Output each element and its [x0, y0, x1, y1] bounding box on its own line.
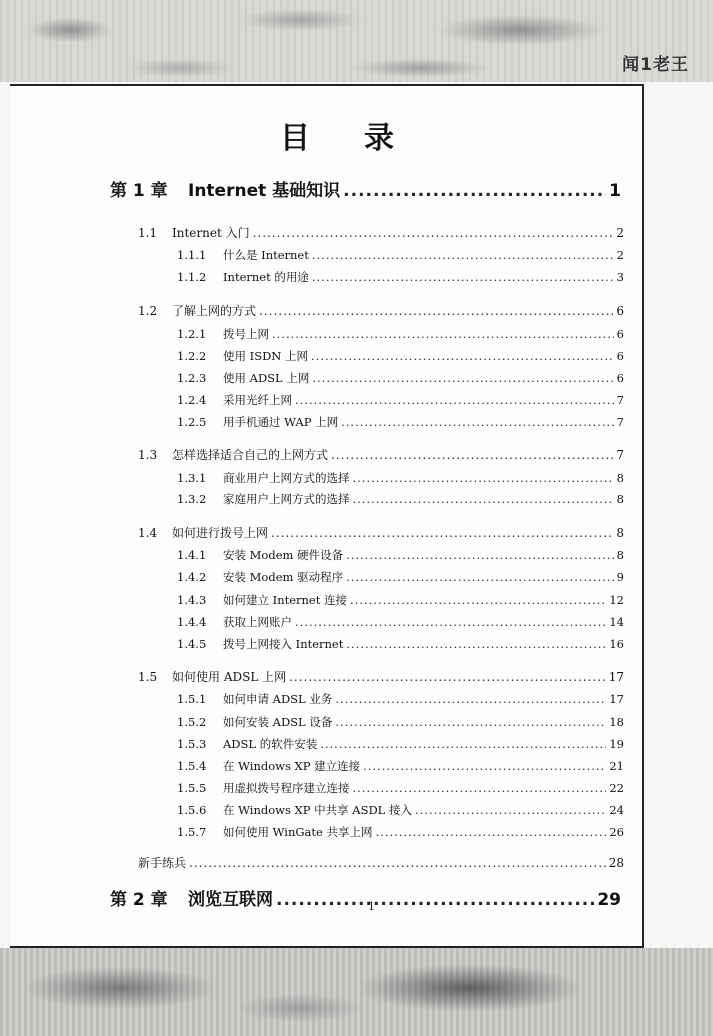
subsection-title: 安装 Modem 硬件设备	[223, 548, 344, 562]
subsection-title: 用手机通过 WAP 上网	[223, 415, 339, 429]
subsection-number: 1.5.1	[177, 692, 207, 706]
section-page: 8	[616, 526, 624, 540]
subsection-number: 1.4.2	[177, 570, 207, 584]
chapter-number: 第 1 章	[110, 181, 168, 201]
subsection-page: 6	[616, 327, 624, 341]
toc-subsection[interactable]	[177, 736, 624, 752]
subsection-title: 拨号上网	[223, 327, 269, 341]
chapter-page: 29	[597, 890, 621, 910]
toc-subsection[interactable]	[177, 326, 624, 342]
subsection-number: 1.5.3	[177, 737, 207, 751]
subsection-page: 9	[616, 570, 624, 584]
chapter-title: Internet 基础知识	[188, 181, 341, 201]
subsection-title: 在 Windows XP 中共享 ASDL 接入	[223, 803, 412, 817]
section-title: 了解上网的方式	[172, 304, 257, 318]
leader-dots	[320, 737, 606, 751]
subsection-page: 22	[609, 781, 624, 795]
toc-section[interactable]	[138, 302, 624, 319]
subsection-page: 18	[609, 715, 624, 729]
toc-practice[interactable]	[138, 854, 624, 871]
chapter-number: 第 2 章	[110, 890, 168, 910]
subsection-number: 1.3.1	[177, 471, 207, 485]
leader-dots	[341, 415, 614, 429]
section-number: 1.4	[138, 526, 158, 540]
leader-dots	[363, 759, 606, 773]
toc-subsection[interactable]	[177, 614, 624, 630]
leader-dots	[312, 371, 613, 385]
section-title: 怎样选择适合自己的上网方式	[172, 448, 329, 462]
leader-dots	[353, 781, 607, 795]
subsection-page: 26	[609, 825, 624, 839]
subsection-title: 如何建立 Internet 连接	[223, 593, 348, 607]
toc-subsection[interactable]	[177, 392, 624, 408]
subsection-number: 1.5.7	[177, 825, 207, 839]
leader-dots	[189, 856, 606, 870]
toc-subsection[interactable]	[177, 636, 624, 652]
section-title: 如何进行拨号上网	[172, 526, 269, 540]
leader-dots	[350, 593, 606, 607]
subsection-title: 家庭用户上网方式的选择	[223, 492, 350, 506]
leader-dots	[289, 670, 606, 684]
toc-subsection[interactable]	[177, 592, 624, 608]
leader-dots	[276, 890, 594, 910]
subsection-number: 1.5.4	[177, 759, 207, 773]
leader-dots	[311, 349, 614, 363]
toc-subsection[interactable]	[177, 491, 624, 507]
leader-dots	[353, 492, 614, 506]
toc-subsection[interactable]	[177, 802, 624, 818]
toc-section[interactable]	[138, 524, 624, 541]
subsection-title: 拨号上网接入 Internet	[223, 637, 344, 651]
leader-dots	[415, 803, 606, 817]
toc-subsection[interactable]	[177, 547, 624, 563]
subsection-title: 如何申请 ADSL 业务	[223, 692, 333, 706]
toc-subsection[interactable]	[177, 569, 624, 585]
toc-section[interactable]	[138, 446, 624, 463]
chapter-title: 浏览互联网	[188, 890, 273, 910]
page-title: 目录	[280, 121, 448, 156]
leader-dots	[253, 226, 614, 240]
leader-dots	[312, 270, 614, 284]
subsection-page: 16	[609, 637, 624, 651]
subsection-title: 安装 Modem 驱动程序	[223, 570, 344, 584]
section-number: 1.3	[138, 448, 158, 462]
section-title: Internet 入门	[172, 226, 250, 240]
subsection-page: 17	[609, 692, 624, 706]
toc-section[interactable]	[138, 668, 624, 685]
subsection-title: 如何使用 WinGate 共享上网	[223, 825, 373, 839]
subsection-number: 1.1.2	[177, 270, 207, 284]
header-scan-label: 闻1老王	[622, 55, 689, 75]
leader-dots	[346, 548, 614, 562]
toc-subsection[interactable]	[177, 247, 624, 263]
subsection-number: 1.2.1	[177, 327, 207, 341]
subsection-number: 1.4.3	[177, 593, 207, 607]
section-title: 如何使用 ADSL 上网	[172, 670, 287, 684]
toc-chapter-2[interactable]	[110, 885, 621, 910]
section-number: 1.5	[138, 670, 158, 684]
subsection-title: 使用 ADSL 上网	[223, 371, 310, 385]
subsection-page: 7	[616, 415, 624, 429]
subsection-title: 用虚拟拨号程序建立连接	[223, 781, 350, 795]
subsection-page: 6	[616, 371, 624, 385]
subsection-number: 1.4.4	[177, 615, 207, 629]
scan-bottom-strip	[0, 948, 713, 1036]
subsection-title: 采用光纤上网	[223, 393, 292, 407]
subsection-page: 8	[616, 492, 624, 506]
subsection-page: 14	[609, 615, 624, 629]
leader-dots	[312, 248, 614, 262]
subsection-number: 1.4.5	[177, 637, 207, 651]
subsection-number: 1.5.5	[177, 781, 207, 795]
section-page: 7	[616, 448, 624, 462]
section-page: 2	[616, 226, 624, 240]
subsection-page: 6	[616, 349, 624, 363]
leader-dots	[343, 181, 606, 201]
subsection-page: 8	[616, 471, 624, 485]
toc-subsection[interactable]	[177, 414, 624, 430]
leader-dots	[272, 327, 614, 341]
toc-subsection[interactable]	[177, 824, 624, 840]
subsection-title: 获取上网账户	[223, 615, 292, 629]
toc-subsection[interactable]	[177, 691, 624, 707]
section-page: 6	[616, 304, 624, 318]
subsection-number: 1.2.4	[177, 393, 207, 407]
subsection-number: 1.5.6	[177, 803, 207, 817]
subsection-page: 3	[616, 270, 624, 284]
leader-dots	[271, 526, 613, 540]
subsection-page: 21	[609, 759, 624, 773]
practice-page: 28	[608, 856, 624, 870]
subsection-page: 12	[609, 593, 624, 607]
leader-dots	[331, 448, 613, 462]
leader-dots	[295, 393, 614, 407]
toc-subsection[interactable]	[177, 780, 624, 796]
subsection-title: 商业用户上网方式的选择	[223, 471, 350, 485]
subsection-page: 2	[616, 248, 624, 262]
subsection-number: 1.1.1	[177, 248, 207, 262]
toc-section[interactable]	[138, 224, 624, 241]
practice-title: 新手练兵	[138, 856, 187, 870]
toc-chapter-1[interactable]	[110, 176, 621, 201]
leader-dots	[335, 715, 606, 729]
toc-subsection[interactable]	[177, 269, 624, 285]
subsection-page: 19	[609, 737, 624, 751]
subsection-page: 24	[609, 803, 624, 817]
leader-dots	[353, 471, 614, 485]
subsection-page: 8	[616, 548, 624, 562]
subsection-number: 1.2.2	[177, 349, 207, 363]
subsection-title: 使用 ISDN 上网	[223, 349, 309, 363]
subsection-title: 如何安装 ADSL 设备	[223, 715, 333, 729]
section-number: 1.2	[138, 304, 158, 318]
subsection-number: 1.2.5	[177, 415, 207, 429]
toc-subsection[interactable]	[177, 714, 624, 730]
subsection-number: 1.5.2	[177, 715, 207, 729]
subsection-title: ADSL 的软件安装	[223, 737, 318, 751]
subsection-title: 什么是 Internet	[223, 248, 309, 262]
subsection-title: 在 Windows XP 建立连接	[223, 759, 361, 773]
toc-subsection[interactable]	[177, 370, 624, 386]
subsection-number: 1.2.3	[177, 371, 207, 385]
section-page: 17	[608, 670, 624, 684]
subsection-number: 1.4.1	[177, 548, 207, 562]
subsection-page: 7	[616, 393, 624, 407]
chapter-page: 1	[609, 181, 621, 201]
leader-dots	[335, 692, 606, 706]
toc-subsection[interactable]	[177, 470, 624, 486]
page-number: 1	[368, 900, 375, 913]
toc-subsection[interactable]	[177, 348, 624, 364]
leader-dots	[346, 637, 606, 651]
subsection-title: Internet 的用途	[223, 270, 309, 284]
leader-dots	[259, 304, 613, 318]
section-number: 1.1	[138, 226, 158, 240]
subsection-number: 1.3.2	[177, 492, 207, 506]
leader-dots	[375, 825, 606, 839]
leader-dots	[346, 570, 614, 584]
toc-subsection[interactable]	[177, 758, 624, 774]
leader-dots	[295, 615, 606, 629]
